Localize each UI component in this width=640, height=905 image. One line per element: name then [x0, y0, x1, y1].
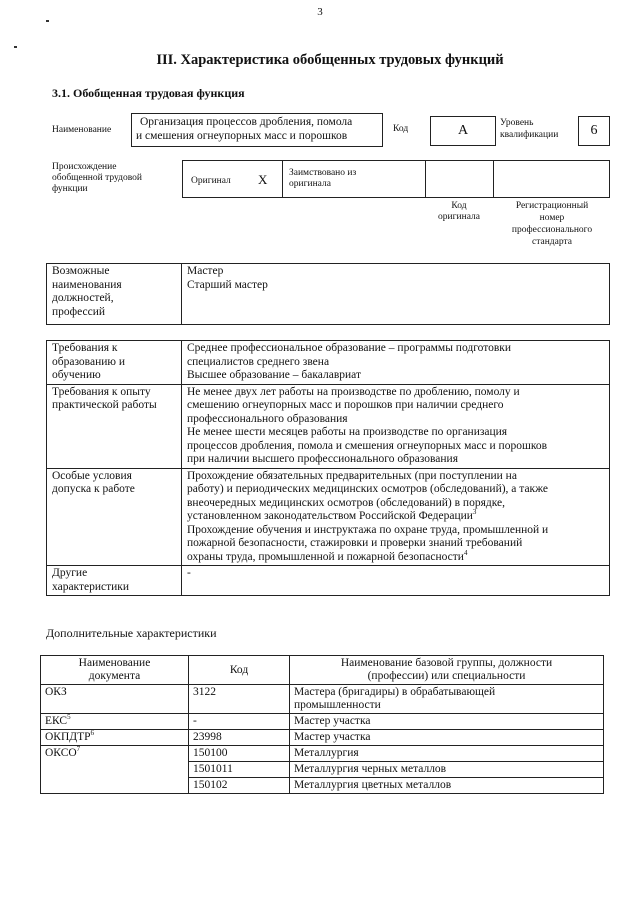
value-line: Прохождение обучения и инструктажа по охране труда, промышленной и — [187, 523, 549, 536]
doc-cell — [41, 730, 189, 746]
table-row — [47, 341, 610, 385]
level-value: 6 — [590, 123, 598, 138]
label-line: Возможные — [52, 265, 110, 277]
code-box — [430, 116, 496, 146]
doc-text: ОКПДТР — [45, 731, 91, 743]
reg-number-line3: профессионального — [511, 225, 593, 235]
origin-label-line1: Происхождение — [52, 162, 117, 172]
reg-number-line1: Регистрационный — [515, 201, 589, 211]
label-line: Требования к опыту — [52, 385, 151, 398]
footnote-ref: 3 — [472, 508, 477, 517]
name-cell: Мастер участка — [290, 730, 604, 746]
requirements-table — [46, 340, 610, 596]
section-title: III. Характеристика обобщенных трудовых функций — [156, 52, 504, 68]
header-code: Код — [189, 656, 290, 685]
requirement-label — [47, 341, 182, 385]
value-line: - — [187, 567, 191, 579]
requirement-label — [47, 566, 182, 596]
origin-label-line3: функции — [52, 184, 88, 194]
name-cell: Металлургия — [290, 746, 604, 762]
table-header-row — [41, 656, 604, 685]
doc-text: ЕКС — [45, 715, 68, 727]
header-doc — [41, 656, 189, 685]
value-line — [187, 510, 604, 524]
header-line: (профессии) или специальности — [367, 670, 526, 682]
requirement-value — [182, 468, 610, 566]
positions-values — [182, 264, 610, 325]
function-name-line1: Организация процессов дробления, помола — [140, 116, 353, 128]
additional-table — [40, 655, 604, 794]
page-number: 3 — [317, 6, 323, 18]
table-row — [47, 384, 610, 468]
borrowed-label-line2: оригинала — [289, 179, 331, 189]
doc-cell — [41, 746, 189, 794]
value-line — [187, 548, 604, 565]
name-cell: Мастер участка — [290, 714, 604, 730]
table-row — [41, 746, 604, 762]
label-line: профессий — [52, 305, 106, 318]
positions-table — [46, 263, 610, 325]
name-label: Наименование — [52, 125, 112, 135]
original-mark: Х — [258, 172, 268, 187]
value-line: внеочередных медицинских осмотров (обследований) в порядке, — [187, 496, 506, 509]
value-line: Среднее профессиональное образование – программы подготовки — [187, 342, 512, 354]
doc-cell — [41, 714, 189, 730]
level-box — [578, 116, 610, 146]
value-text: охраны труда, промышленной и пожарной безопасности — [187, 550, 464, 563]
additional-title: Дополнительные характеристики — [46, 626, 217, 640]
position-item: Мастер — [187, 265, 224, 277]
function-name-box — [131, 113, 383, 147]
name-cell: Металлургия цветных металлов — [290, 778, 604, 794]
scan-speck — [46, 20, 49, 22]
code-cell: 23998 — [189, 730, 290, 746]
code-cell: 150100 — [189, 746, 290, 762]
label-line: должностей, — [52, 292, 114, 304]
reg-number-line2: номер — [539, 213, 565, 223]
value-line: Не менее шести месяцев работы на производстве по организация — [187, 426, 508, 438]
value-line: Не менее двух лет работы на производстве по дроблению, помолу и — [187, 385, 520, 398]
table-row — [47, 468, 610, 566]
origin-label-line2: обобщенной трудовой — [52, 173, 142, 183]
value-line: профессионального образования — [187, 412, 348, 425]
label-line: Особые условия — [52, 469, 132, 482]
borrowed-label-line1: Заимствовано из — [289, 168, 357, 178]
footnote-ref: 4 — [463, 548, 468, 557]
reg-number-line4: стандарта — [532, 237, 572, 247]
table-row — [41, 685, 604, 714]
origin-box — [182, 160, 610, 198]
scan-speck — [14, 46, 17, 48]
code-cell: 150102 — [189, 778, 290, 794]
label-line: Требования к — [52, 342, 118, 354]
subsection-title: 3.1. Обобщенная трудовая функция — [52, 86, 245, 100]
doc-text: ОКСО — [45, 747, 77, 759]
requirement-value — [182, 341, 610, 385]
code-original-line2: оригинала — [438, 212, 480, 222]
requirement-label — [47, 468, 182, 566]
doc-cell: ОКЗ — [41, 685, 189, 714]
origin-divider — [425, 161, 426, 197]
name-cell — [290, 685, 604, 714]
label-line: практической работы — [52, 399, 157, 411]
value-line: процессов дробления, помола и смешения огнеупорных масс и порошков — [187, 439, 548, 452]
footnote-ref: 5 — [67, 713, 71, 722]
label-line: характеристики — [52, 580, 130, 593]
requirement-value — [182, 384, 610, 468]
function-name-line2: и смешения огнеупорных масс и порошков — [136, 130, 348, 142]
header-line: Наименование базовой группы, должности — [340, 657, 553, 669]
positions-label — [47, 264, 182, 325]
value-line: Прохождение обязательных предварительных (при поступлении на — [187, 469, 517, 482]
table-row — [41, 730, 604, 746]
requirement-value — [182, 566, 610, 596]
code-original-line1: Код — [451, 201, 467, 211]
original-label: Оригинал — [191, 176, 231, 186]
origin-divider — [493, 161, 494, 197]
position-item: Старший мастер — [187, 278, 268, 291]
level-label-line1: Уровень — [500, 118, 534, 128]
label-line: Другие — [52, 567, 88, 579]
header-line: документа — [88, 670, 141, 682]
code-cell: 1501011 — [189, 762, 290, 778]
value-line: смешению огнеупорных масс и порошков при наличии среднего — [187, 399, 504, 411]
value-line: при наличии высшего профессионального образования — [187, 453, 459, 465]
name-cell: Металлургия черных металлов — [290, 762, 604, 778]
name-line: промышленности — [294, 699, 381, 711]
name-line: Мастера (бригадиры) в обрабатывающей — [294, 686, 496, 698]
level-label-line2: квалификации — [500, 130, 559, 140]
table-row — [41, 714, 604, 730]
code-label: Код — [393, 124, 409, 134]
code-cell: 3122 — [189, 685, 290, 714]
table-row — [47, 566, 610, 596]
label-line: наименования — [52, 278, 122, 291]
header-name — [290, 656, 604, 685]
value-line: Высшее образование – бакалавриат — [187, 369, 361, 381]
footnote-ref: 7 — [76, 745, 81, 754]
value-line: пожарной безопасности, стажировки и проверки знаний требований — [187, 537, 523, 549]
label-line: образованию и — [52, 355, 125, 368]
code-value: А — [457, 123, 469, 138]
label-line: допуска к работе — [52, 483, 135, 495]
value-line: работу) и периодических медицинских осмотров (обследований), а также — [187, 483, 549, 495]
value-line: специалистов среднего звена — [187, 355, 330, 368]
header-line: Наименование — [78, 657, 151, 669]
label-line: обучению — [52, 369, 101, 381]
requirement-label — [47, 384, 182, 468]
value-text: установленном законодательством Российской Федерации — [187, 510, 473, 522]
code-cell: - — [189, 714, 290, 730]
footnote-ref: 6 — [90, 729, 95, 738]
origin-divider — [282, 161, 283, 197]
